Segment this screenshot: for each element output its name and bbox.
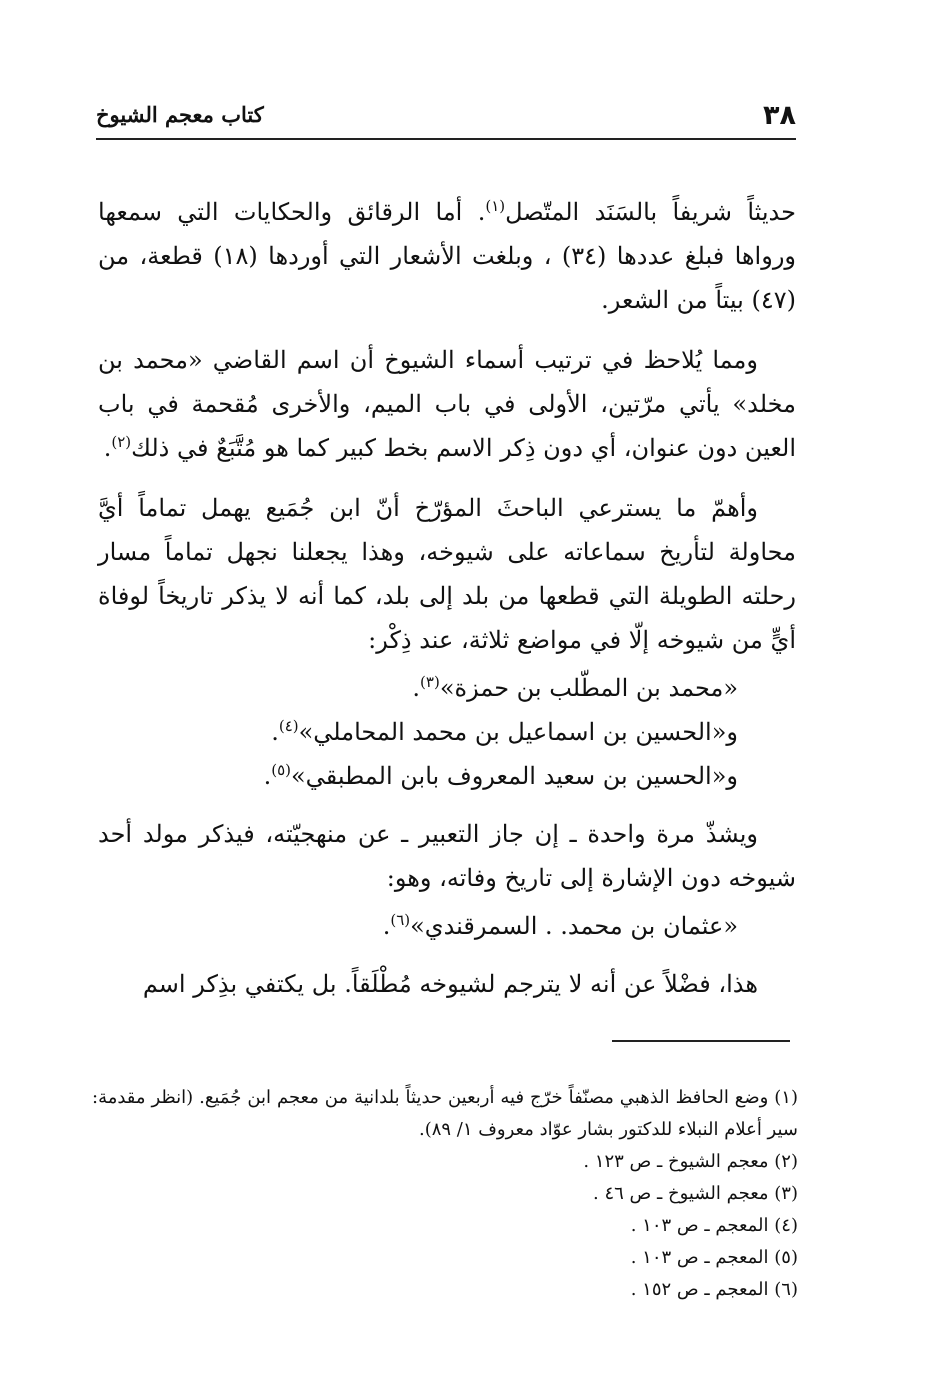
footnote-ref-4: (٤) xyxy=(278,717,299,735)
paragraph-3: وأهمّ ما يسترعي الباحثَ المؤرّخ أنّ ابن جُمَيع يهمل تماماً أيَّ محاولة لتأريخ سماعاته على شيوخه، وهذا يجعلنا نجهل تماماً مسار رحلته الطويلة التي قطعها من بلد إلى بلد، كما أنه لا يذكر تاريخاً لوفاة أيٍّ من شيوخه إلّا في مواضع ثلاثة، عند ذِكْر: xyxy=(98,494,797,654)
paragraph-2-text-b: . xyxy=(103,434,112,462)
quoted-name-1 xyxy=(98,666,796,710)
quoted-name-3-text: و«الحسين بن سعيد المعروف بابن المطبقي» xyxy=(291,762,738,790)
footnote-4: (٤) المعجم ـ ص ١٠٣ . xyxy=(630,1215,798,1236)
paragraph-1-text-b: . أما الرقائق والحكايات التي سمعها ورواها فبلغ عددها (٣٤) ، وبلغت الأشعار التي أوردها (١٨) قطعة، من (٤٧) بيتاً من الشعر. xyxy=(98,198,796,314)
paragraph-2 xyxy=(98,338,796,470)
footnote-ref-6: (٦) xyxy=(390,911,411,929)
quoted-name-3-end: . xyxy=(263,762,272,790)
footnote-ref-2: (٢) xyxy=(111,433,132,451)
paragraph-2-text-a: ومما يُلاحظ في ترتيب أسماء الشيوخ أن اسم القاضي «محمد بن مخلد» يأتي مرّتين، الأولى في باب الميم، والأخرى مُقحمة في باب العين دون عنوان، أي دون ذِكر الاسم بخط كبير كما هو مُتَّبَعٌ في ذلك xyxy=(98,346,796,462)
footnote-ref-1: (١) xyxy=(485,197,506,215)
paragraph-1-text-a: حديثاً شريفاً بالسَنَد المتّصل xyxy=(505,198,796,226)
quoted-name-4-end: . xyxy=(382,912,391,940)
quoted-name-4 xyxy=(98,904,796,948)
paragraph-1 xyxy=(98,190,796,322)
paragraph-5: هذا، فضْلاً عن أنه لا يترجم لشيوخه مُطْلَقاً. بل يكتفي بذِكر اسم xyxy=(142,970,758,998)
quoted-name-2 xyxy=(98,710,796,754)
quoted-name-3 xyxy=(98,754,796,798)
page-number: ٣٨ xyxy=(763,100,796,131)
footnote-divider xyxy=(612,1040,790,1042)
footnote-3: (٣) معجم الشيوخ ـ ص ٤٦ . xyxy=(593,1183,798,1204)
quoted-name-4-text: «عثمان بن محمد. . السمرقندي» xyxy=(410,912,738,940)
main-text xyxy=(98,190,796,1022)
quoted-name-1-text: «محمد بن المطّلب بن حمزة» xyxy=(439,674,738,702)
footnote-6: (٦) المعجم ـ ص ١٥٢ . xyxy=(630,1279,798,1300)
footnote-ref-5: (٥) xyxy=(271,761,291,779)
quoted-name-2-text: و«الحسين بن اسماعيل بن محمد المحاملي» xyxy=(298,718,738,746)
footnote-5: (٥) المعجم ـ ص ١٠٣ . xyxy=(630,1247,798,1268)
running-title: كتاب معجم الشيوخ xyxy=(96,102,264,127)
quoted-name-1-end: . xyxy=(412,674,421,702)
paragraph-4: ويشذّ مرة واحدة ـ إن جاز التعبير ـ عن منهجيّته، فيذكر مولد أحد شيوخه دون الإشارة إلى تاريخ وفاته، وهو: xyxy=(98,820,796,892)
quoted-name-block xyxy=(98,904,796,948)
footnote-2: (٢) معجم الشيوخ ـ ص ١٢٣ . xyxy=(583,1151,798,1172)
footnotes xyxy=(92,1082,798,1306)
footnote-1: (١) وضع الحافظ الذهبي مصنّفاً خرّج فيه أربعين حديثاً بلدانية من معجم ابن جُمَيع. (انظر مقدمة: سير أعلام النبلاء للدكتور بشار عوّاد معروف ١/ ٨٩). xyxy=(92,1087,798,1140)
quoted-names-list xyxy=(98,666,796,798)
quoted-name-2-end: . xyxy=(271,718,279,746)
footnote-ref-3: (٣) xyxy=(420,673,440,691)
page-header xyxy=(96,98,796,140)
